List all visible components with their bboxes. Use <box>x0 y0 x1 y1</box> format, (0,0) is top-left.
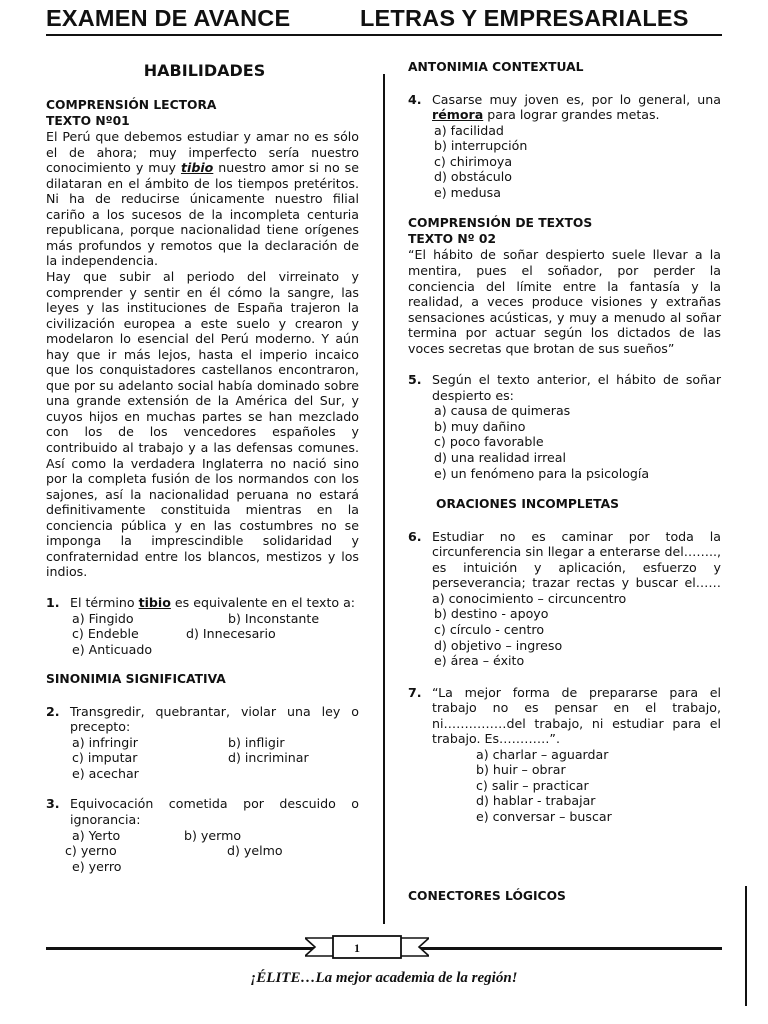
option-b: b) infligir <box>228 734 285 750</box>
exam-title: EXAMEN DE AVANCE <box>46 5 291 31</box>
question-number: 1. <box>46 594 60 610</box>
option-a: a) Yerto <box>72 827 121 843</box>
option-d: d) obstáculo <box>434 169 512 185</box>
question-2 <box>46 704 359 735</box>
option-e: e) un fenómeno para la psicología <box>434 465 650 481</box>
option-e: e) Anticuado <box>72 641 153 657</box>
option-c: c) poco favorable <box>434 434 544 450</box>
section-heading: COMPRENSIÓN DE TEXTOS <box>408 216 593 231</box>
text-label: TEXTO Nº01 <box>46 113 130 128</box>
option-row <box>46 843 359 859</box>
option-d: d) hablar - trabajar <box>476 793 596 809</box>
option-b: b) huir – obrar <box>476 762 566 778</box>
footer-slogan: ¡ÉLITE…La mejor academia de la región! <box>250 970 518 986</box>
option-c: c) chirimoya <box>434 153 513 169</box>
question-number: 6. <box>408 528 422 544</box>
question-number: 2. <box>46 703 60 719</box>
option-row <box>46 611 359 627</box>
question-number: 3. <box>46 796 60 812</box>
option-b: b) Inconstante <box>228 610 320 626</box>
section-heading: ORACIONES INCOMPLETAS <box>436 497 619 512</box>
keyword: tibio <box>138 594 171 610</box>
right-column <box>408 60 721 904</box>
question-6 <box>408 529 721 607</box>
section-heading: COMPRENSIÓN LECTORA <box>46 98 217 112</box>
keyword: rémora <box>432 107 484 123</box>
section-heading: CONECTORES LÓGICOS <box>408 888 566 903</box>
option-e: e) conversar – buscar <box>476 808 612 824</box>
question-4 <box>408 92 721 123</box>
question-text: Estudiar no es caminar por toda la circunferencia sin llegar a enterarse del…….., es intuición y aplicación, esfuerzo y perseverancia; trazar rectas y buscar el…… a) conocimiento – circuncentro <box>432 528 721 606</box>
question-text: Transgredir, quebrantar, violar una ley o precepto: <box>70 703 359 735</box>
page-header <box>46 4 722 36</box>
question-text: Según el texto anterior, el hábito de soñar despierto es: <box>432 372 721 403</box>
option-a: a) charlar – aguardar <box>476 746 609 762</box>
option-d: d) Innecesario <box>186 626 276 642</box>
option-d: d) objetivo – ingreso <box>434 637 563 653</box>
option-row <box>46 750 359 766</box>
question-text: El término tibio es equivalente en el texto a: <box>70 594 356 610</box>
option-d: d) una realidad irreal <box>434 450 566 466</box>
question-text: Casarse muy joven es, por lo general, una rémora para lograr grandes metas. <box>432 91 721 123</box>
question-7 <box>408 685 721 747</box>
reading-paragraph-1: El Perú que debemos estudiar y amar no es sólo el de ahora; muy imperfecto sería nuestro conocimiento y muy tibio nuestro amor si no se dilataran en el ámbito de los tiempos pretéritos. Ni ha de reducirse únicamente nuestro filial cariño a los sucesos de la incompleta centuria republicana, porque nacionalidad tiene orígenes más profundos y remotos que la declaración de la independencia. <box>46 129 359 269</box>
option-a: a) causa de quimeras <box>434 403 571 419</box>
option-d: d) yelmo <box>227 843 283 859</box>
option-c: c) imputar <box>72 750 138 766</box>
text-label: TEXTO Nº 02 <box>408 231 497 246</box>
section-title: HABILIDADES <box>143 61 266 80</box>
question-3 <box>46 796 359 827</box>
option-b: b) muy dañino <box>434 418 526 434</box>
option-e: e) acechar <box>72 765 139 781</box>
option-c: c) yerno <box>65 843 117 859</box>
question-text: “La mejor forma de prepararse para el trabajo no es pensar en el trabajo, ni……………del trabajo, ni estudiar para el trabajo. Es…………”. <box>432 684 721 747</box>
left-column <box>46 62 359 874</box>
option-c: c) salir – practicar <box>476 777 589 793</box>
question-number: 7. <box>408 684 422 700</box>
reading-paragraph-2: Hay que subir al periodo del virreinato y comprender y sentir en él cómo la sangre, las leyes y las instituciones de España trajeron la civilización europea a este suelo y crearon y modelaron lo esencial del Perú moderno. Y aún hay que ir más lejos, hasta el imperio incaico que los conquistadores castellanos encontraron, que por su adelanto social había dominado sobre una grande extensión de la América del Sur, y cuyos hijos en muchas partes se han mezclado con los de los vencedores españoles y contribuido al trabajo y a las defensas comunes. Así como la verdadera Inglaterra no nació sino por la completa fusión de los normandos con los sajones, así la nacionalidad peruana no estará definitivamente constituida mientras en la conciencia pública y en las costumbres no se imponga la imprescindible solidaridad y confraternidad entre los blancos, mestizos y los indios. <box>46 269 359 580</box>
question-number: 4. <box>408 91 422 107</box>
option-a: a) facilidad <box>434 122 504 138</box>
page-number: 1 <box>354 941 360 955</box>
question-number: 5. <box>408 372 422 388</box>
option-a: a) infringir <box>72 734 138 750</box>
option-row <box>46 626 359 642</box>
option-e: e) área – éxito <box>434 653 525 669</box>
option-c: c) Endeble <box>72 626 139 642</box>
option-b: b) yermo <box>184 827 242 843</box>
option-e: e) medusa <box>434 184 501 200</box>
option-b: b) interrupción <box>434 138 528 154</box>
option-a: a) Fingido <box>72 610 134 626</box>
option-e: e) yerro <box>72 858 122 874</box>
column-divider <box>383 74 385 924</box>
section-heading: ANTONIMIA CONTEXTUAL <box>408 60 584 74</box>
reading-passage: “El hábito de soñar despierto suele llevar a la mentira, pues el soñador, por perder la conciencia del límite entre la fantasía y la realidad, a veces produce visiones y extrañas sensaciones acústicas, y muy a menudo al soñar termina por actuar según los dictados de las voces secretas que brotan de sus sueños” <box>408 247 721 356</box>
question-1 <box>46 595 359 611</box>
section-heading: SINONIMIA SIGNIFICATIVA <box>46 672 226 687</box>
option-row <box>46 828 359 844</box>
exam-area: LETRAS Y EMPRESARIALES <box>360 5 689 31</box>
highlighted-word: tibio <box>180 160 214 176</box>
option-c: c) círculo - centro <box>434 621 545 637</box>
question-text: Equivocación cometida por descuido o ignorancia: <box>70 796 359 827</box>
option-d: d) incriminar <box>228 750 309 766</box>
option-b: b) destino - apoyo <box>434 606 549 622</box>
option-row <box>46 735 359 751</box>
question-5 <box>408 372 721 403</box>
right-edge-rule <box>745 886 747 1006</box>
